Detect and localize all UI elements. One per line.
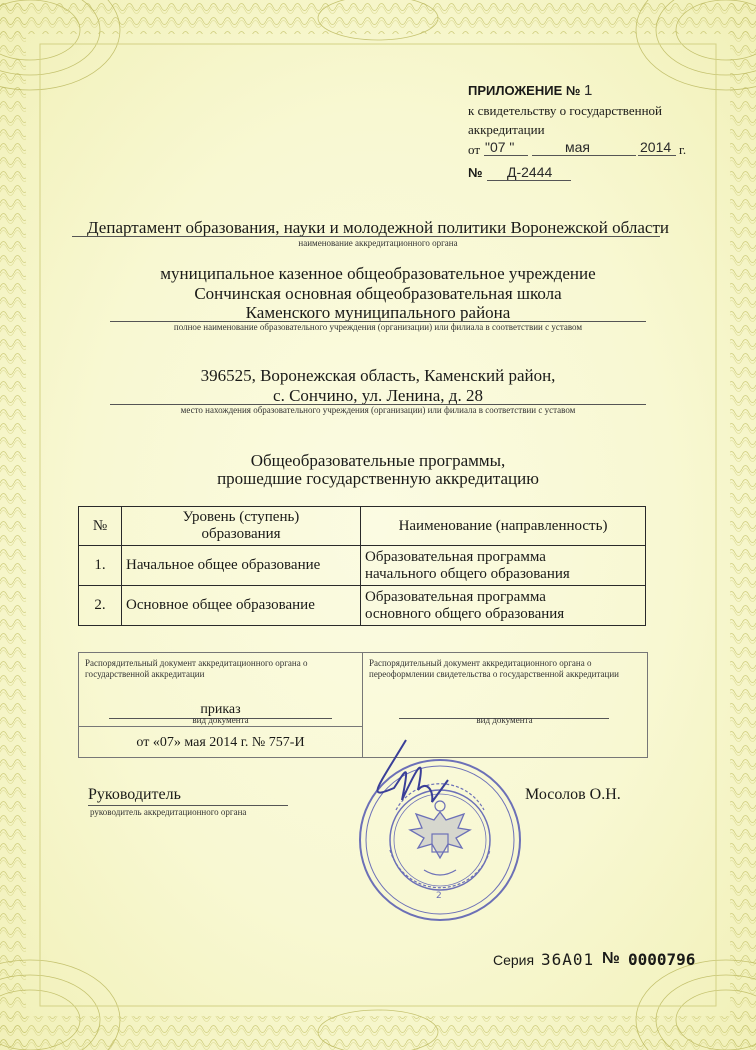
agency-name: Департамент образования, науки и молодежной политики Воронежской области — [87, 218, 669, 237]
cert-number: Д-2444 — [507, 164, 553, 180]
row-level: Основное общее образование — [122, 586, 361, 626]
cert-number-label: № — [468, 165, 483, 180]
institution-caption: полное наименование образовательного учреждения (организации) или филиала в соответствии с уставом — [173, 322, 583, 332]
address-line2: с. Сончино, ул. Ленина, д. 28 — [273, 386, 483, 405]
header-level-line1: Уровень (ступень) — [182, 509, 300, 525]
institution-line2: Сончинская основная общеобразовательная школа — [194, 284, 562, 303]
programs-title1: Общеобразовательные программы, — [250, 451, 506, 470]
decision-doc-date: от «07» мая 2014 г. № 757-И — [136, 735, 305, 750]
institution-line3: Каменского муниципального района — [245, 303, 511, 322]
row-name-line2: основного общего образования — [365, 605, 565, 622]
row-name-line2: начального общего образования — [365, 565, 570, 582]
table-row — [79, 546, 646, 586]
header-num: № — [79, 507, 122, 546]
decision-left-label: Распорядительный документ аккредитационного органа о государственной аккредитации — [85, 658, 308, 679]
signature-caption: руководитель аккредитационного органа — [90, 807, 247, 817]
programs-table — [78, 506, 646, 626]
appendix-line2: аккредитации — [468, 122, 545, 137]
agency-caption: наименование аккредитационного органа — [298, 238, 458, 248]
signature-label: Руководитель — [88, 786, 181, 803]
date-year: 2014 — [640, 139, 672, 155]
appendix-line1: к свидетельству о государственной — [468, 103, 662, 118]
header-level — [122, 507, 361, 546]
decision-doc-type: приказ — [200, 702, 241, 717]
appendix-title: ПРИЛОЖЕНИЕ № — [468, 83, 581, 98]
table-header-row — [79, 507, 646, 546]
address-line1: 396525, Воронежская область, Каменский район, — [200, 366, 556, 385]
date-year-suffix: г. — [679, 142, 687, 157]
date-month: мая — [565, 139, 590, 155]
decision-right-caption: вид документа — [476, 715, 533, 725]
decision-right-label: Распорядительный документ аккредитационного органа о переоформлении свидетельства о государственной аккредитации — [369, 658, 619, 679]
row-name — [361, 546, 646, 586]
programs-title2: прошедшие государственную аккредитацию — [217, 469, 539, 488]
official-seal-icon — [336, 730, 536, 930]
table-row — [79, 586, 646, 626]
series-code: 36А01 — [541, 950, 595, 969]
series-label: Серия — [493, 952, 535, 968]
row-name — [361, 586, 646, 626]
row-num: 2. — [79, 586, 122, 626]
svg-text:2: 2 — [436, 891, 442, 901]
header-name: Наименование (направленность) — [361, 507, 646, 546]
row-num: 1. — [79, 546, 122, 586]
institution-line1: муниципальное казенное общеобразовательное учреждение — [160, 264, 596, 283]
appendix-number: 1 — [583, 82, 593, 99]
address-caption: место нахождения образовательного учреждения (организации) или филиала в соответствии с уставом — [180, 405, 576, 415]
date-day: "07 " — [485, 139, 515, 155]
series-no-label: № — [602, 950, 620, 967]
decision-doc-type-caption: вид документа — [192, 715, 249, 725]
row-name-line1: Образовательная программа — [365, 548, 546, 565]
series-number: 0000796 — [628, 950, 696, 969]
header-level-line2: образования — [201, 526, 281, 542]
row-name-line1: Образовательная программа — [365, 588, 546, 605]
signatory-name: Мосолов О.Н. — [525, 786, 621, 803]
row-level: Начальное общее образование — [122, 546, 361, 586]
date-from-label: от — [468, 142, 481, 157]
